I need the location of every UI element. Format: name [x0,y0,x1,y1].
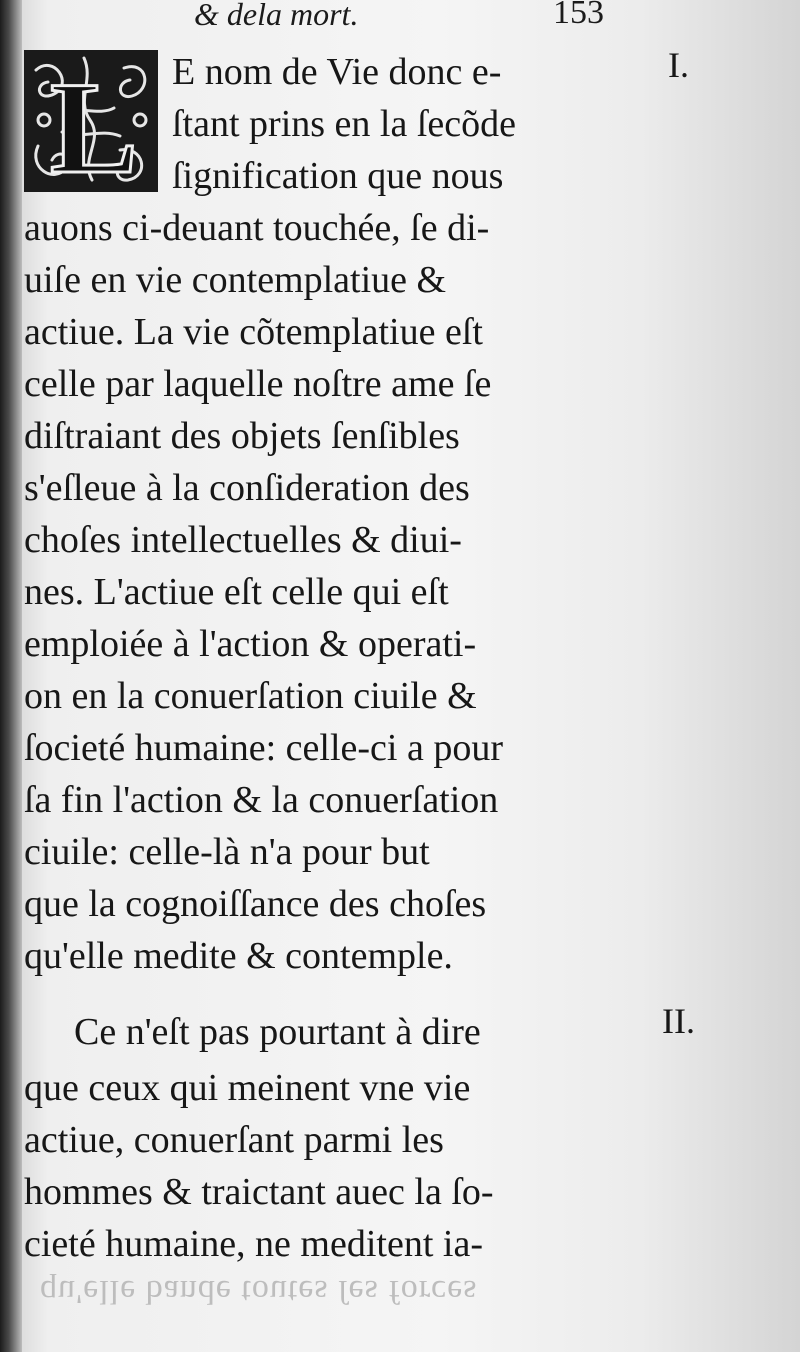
binding-gutter [0,0,22,1352]
text-line: Ce n'eſt pas pourtant à dire [74,1011,481,1053]
ornamental-drop-cap [24,50,158,192]
text-line: uiſe en vie contemplatiue & [24,259,447,301]
running-head: & dela mort. [194,0,359,32]
text-line: celle par laquelle noſtre ame ſe [24,363,492,405]
text-line: ciuile: celle-là n'a pour but [24,831,430,873]
text-line: cieté humaine, ne meditent ia- [24,1223,483,1265]
text-line: actiue. La vie cõtemplatiue eſt [24,311,483,353]
text-line: choſes intellectuelles & diui- [24,519,462,561]
text-line: actiue, conuerſant parmi les [24,1119,444,1161]
text-line: ſocieté humaine: celle-ci a pour [24,727,503,769]
bleed-through-text: qu'elle bande toutes ſes forces [40,1273,478,1310]
text-line: que la cognoiſſance des choſes [24,883,487,925]
margin-note-2: II. [662,1001,695,1041]
text-line: ſa fin l'action & la conuerſation [24,779,499,821]
margin-note-1: I. [668,45,689,85]
text-line: ſignification que nous [172,155,504,197]
page-number: 153 [553,0,604,31]
text-line: on en la conuerſation ciuile & [24,675,477,717]
text-line: ſtant prins en la ſecõde [172,103,516,145]
text-line: qu'elle medite & contemple. [24,935,453,977]
text-line: emploiée à l'action & operati- [24,623,477,665]
page-header [0,0,800,44]
drop-cap-letter: L [49,54,139,192]
text-line: auons ci-deuant touchée, ſe di- [24,207,490,249]
text-line: diſtraiant des objets ſenſibles [24,415,460,457]
text-line: que ceux qui meinent vne vie [24,1067,471,1109]
text-line: s'eſleue à la conſideration des [24,467,470,509]
drop-cap-ornament-icon [24,50,158,192]
text-line: E nom de Vie donc e- [172,51,502,93]
text-line: nes. L'actiue eſt celle qui eſt [24,571,449,613]
text-line: hommes & traictant auec la ſo- [24,1171,494,1213]
